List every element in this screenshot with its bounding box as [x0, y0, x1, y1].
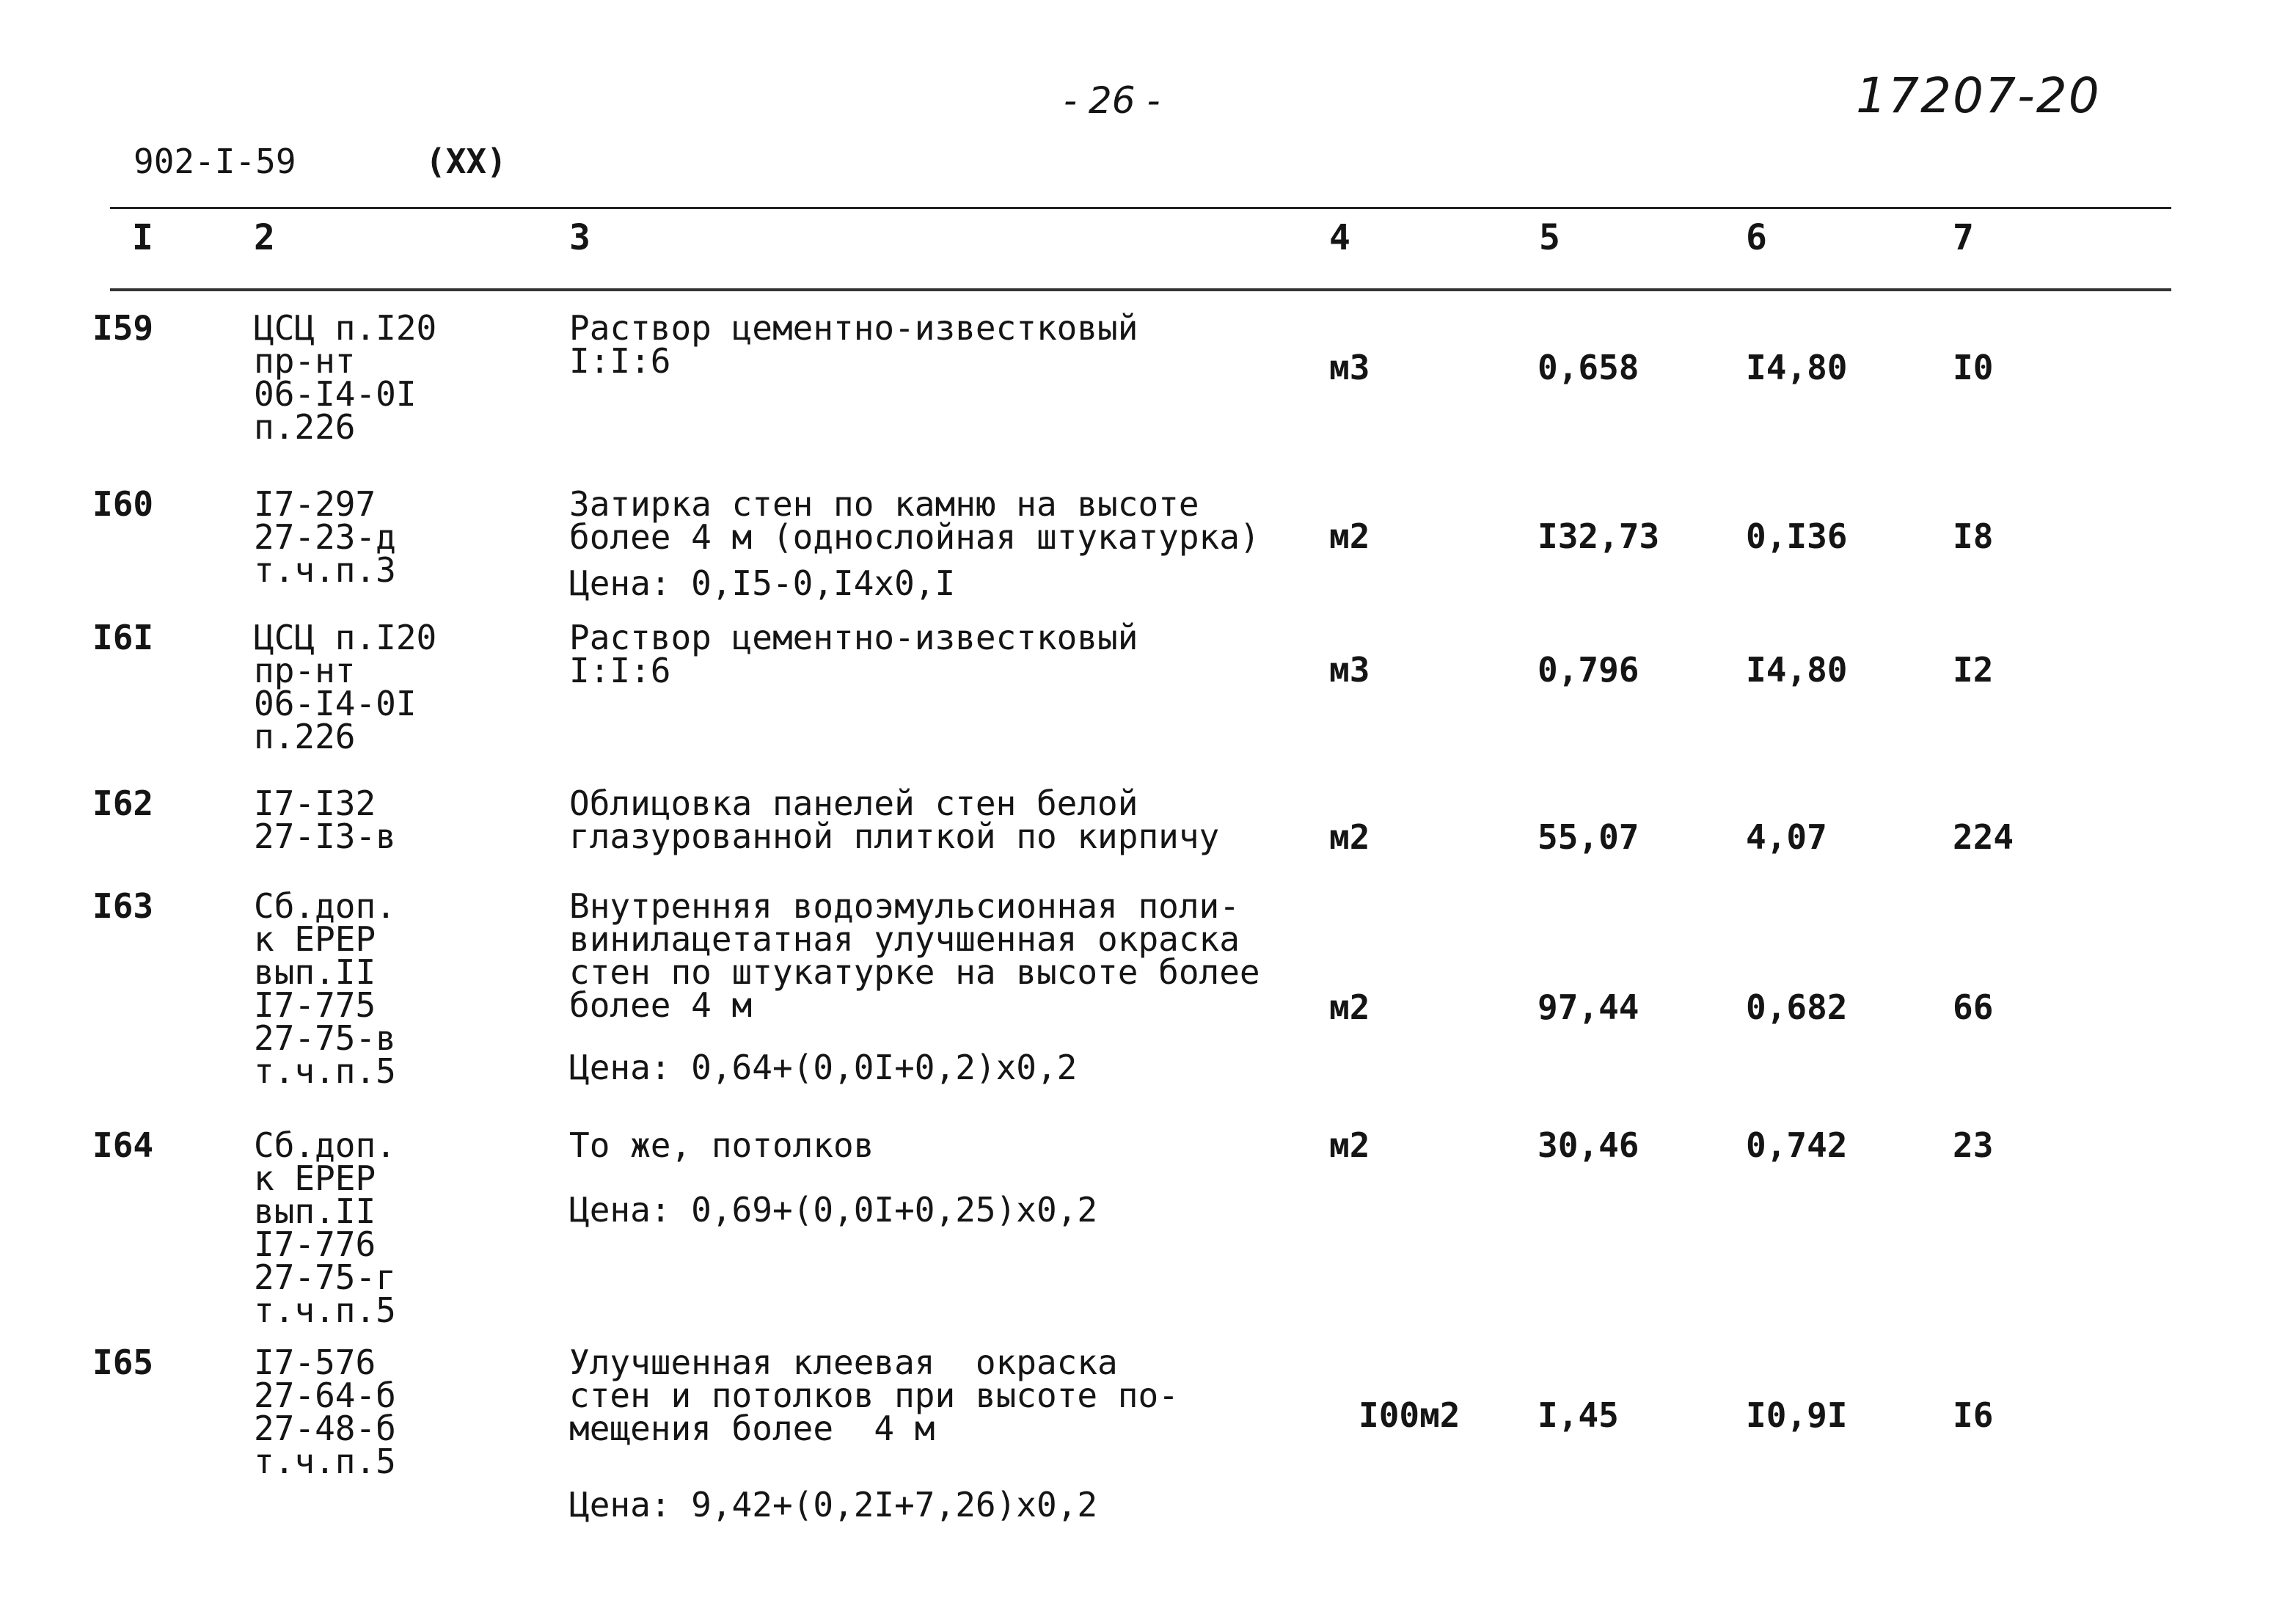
description-line: более 4 м (однослойная штукатурка) [569, 517, 1260, 557]
quantity: 55,07 [1538, 817, 1639, 857]
part-label: (XX) [425, 142, 507, 181]
quantity: 97,44 [1538, 987, 1639, 1027]
row-number: I59 [92, 308, 154, 348]
norm-code-line: I7-297 [254, 484, 376, 524]
unit-of-measure: I00м2 [1359, 1395, 1460, 1435]
norm-code-line: I7-576 [254, 1343, 376, 1382]
norm-code-line: ЦСЦ п.I20 [254, 308, 437, 348]
description-line: более 4 м [569, 985, 753, 1025]
quantity: 30,46 [1538, 1125, 1639, 1165]
description-line: I:I:6 [569, 651, 671, 690]
description-line: стен и потолков при высоте по- [569, 1376, 1179, 1415]
norm-code-line: пр-нт [254, 651, 356, 690]
norm-code-line: к ЕРЕР [254, 919, 376, 959]
description-line: Затирка стен по камню на высоте [569, 484, 1199, 524]
quantity: I32,73 [1538, 516, 1660, 556]
unit-of-measure: м2 [1329, 817, 1370, 857]
total-cost: 66 [1953, 987, 1994, 1027]
norm-code-line: 06-I4-0I [254, 684, 417, 723]
norm-code-line: Сб.доп. [254, 1125, 396, 1165]
norm-code-line: т.ч.п.5 [254, 1290, 396, 1330]
description-line: Облицовка панелей стен белой [569, 784, 1138, 823]
column-header-7: 7 [1953, 217, 1974, 258]
row-number: I63 [92, 886, 154, 926]
norm-code-line: I7-776 [254, 1224, 376, 1264]
description-line: Раствор цементно-известковый [569, 308, 1138, 348]
row-number: I6I [92, 618, 154, 657]
total-cost: I6 [1953, 1395, 1994, 1435]
description-line: Улучшенная клеевая окраска [569, 1343, 1118, 1382]
price-formula: Цена: 0,69+(0,0I+0,25)х0,2 [569, 1190, 1098, 1230]
row-number: I60 [92, 484, 154, 524]
unit-price: 0,I36 [1746, 516, 1848, 556]
document-number: 17207-20 [1856, 67, 2101, 124]
norm-code-line: п.226 [254, 407, 356, 447]
norm-code-line: к ЕРЕР [254, 1158, 376, 1198]
series-code: 902-I-59 [134, 142, 296, 181]
description-line: мещения более 4 м [569, 1409, 935, 1448]
column-header-5: 5 [1539, 217, 1560, 258]
header-bottom-rule [110, 288, 2171, 291]
total-cost: I0 [1953, 348, 1994, 387]
unit-of-measure: м3 [1329, 348, 1370, 387]
total-cost: I8 [1953, 516, 1994, 556]
unit-price: I4,80 [1746, 348, 1848, 387]
norm-code-line: I7-I32 [254, 784, 376, 823]
total-cost: 224 [1953, 817, 2014, 857]
norm-code-line: 27-48-б [254, 1409, 396, 1448]
norm-code-line: вып.II [254, 952, 376, 992]
unit-price: 4,07 [1746, 817, 1827, 857]
total-cost: I2 [1953, 650, 1994, 690]
norm-code-line: 27-75-в [254, 1018, 396, 1058]
unit-price: I0,9I [1746, 1395, 1848, 1435]
column-header-2: 2 [254, 217, 275, 258]
norm-code-line: I7-775 [254, 985, 376, 1025]
column-header-3: 3 [569, 217, 591, 258]
description-line: То же, потолков [569, 1125, 874, 1165]
column-header-6: 6 [1746, 217, 1767, 258]
price-formula: Цена: 0,I5-0,I4х0,I [569, 563, 956, 603]
norm-code-line: 27-75-г [254, 1257, 396, 1297]
norm-code-line: т.ч.п.5 [254, 1442, 396, 1481]
quantity: 0,796 [1538, 650, 1639, 690]
norm-code-line: вып.II [254, 1191, 376, 1231]
column-header-4: 4 [1329, 217, 1350, 258]
description-line: Раствор цементно-известковый [569, 618, 1138, 657]
norm-code-line: 27-23-д [254, 517, 396, 557]
norm-code-line: пр-нт [254, 341, 356, 381]
norm-code-line: Сб.доп. [254, 886, 396, 926]
norm-code-line: п.226 [254, 717, 356, 756]
norm-code-line: ЦСЦ п.I20 [254, 618, 437, 657]
page-number: - 26 - [1064, 79, 1160, 122]
price-formula: Цена: 9,42+(0,2I+7,26)х0,2 [569, 1485, 1098, 1525]
unit-of-measure: м3 [1329, 650, 1370, 690]
norm-code-line: 27-64-б [254, 1376, 396, 1415]
quantity: 0,658 [1538, 348, 1639, 387]
price-formula: Цена: 0,64+(0,0I+0,2)х0,2 [569, 1048, 1078, 1087]
norm-code-line: 06-I4-0I [254, 374, 417, 414]
description-line: глазурованной плиткой по кирпичу [569, 817, 1220, 856]
column-header-1: I [132, 217, 153, 258]
unit-price: 0,742 [1746, 1125, 1848, 1165]
norm-code-line: т.ч.п.5 [254, 1051, 396, 1091]
description-line: Внутренняя водоэмульсионная поли- [569, 886, 1240, 926]
row-number: I62 [92, 784, 154, 823]
unit-of-measure: м2 [1329, 516, 1370, 556]
description-line: стен по штукатурке на высоте более [569, 952, 1260, 992]
row-number: I65 [92, 1343, 154, 1382]
description-line: винилацетатная улучшенная окраска [569, 919, 1240, 959]
description-line: I:I:6 [569, 341, 671, 381]
unit-price: 0,682 [1746, 987, 1848, 1027]
unit-of-measure: м2 [1329, 987, 1370, 1027]
unit-of-measure: м2 [1329, 1125, 1370, 1165]
total-cost: 23 [1953, 1125, 1994, 1165]
quantity: I,45 [1538, 1395, 1619, 1435]
unit-price: I4,80 [1746, 650, 1848, 690]
row-number: I64 [92, 1125, 154, 1165]
norm-code-line: 27-I3-в [254, 817, 396, 856]
norm-code-line: т.ч.п.3 [254, 550, 396, 590]
table-top-rule [110, 207, 2171, 209]
